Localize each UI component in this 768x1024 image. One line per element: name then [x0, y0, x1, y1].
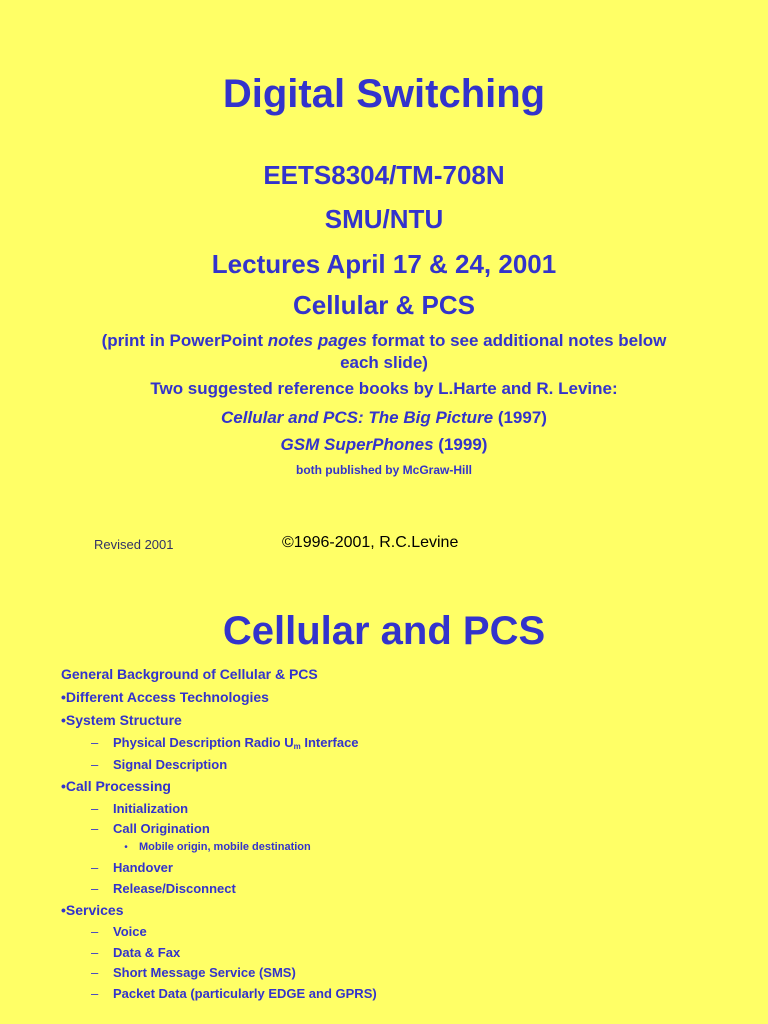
outline-subitem: – Handover	[91, 860, 173, 875]
print-note: (print in PowerPoint notes pages format to see additional notes below each slide)	[101, 331, 667, 372]
outline-subitem: – Voice	[91, 924, 147, 939]
lecture-dates: Lectures April 17 & 24, 2001	[211, 249, 557, 279]
outline-subitem: – Signal Description	[91, 757, 228, 772]
course-code: EETS8304/TM-708N	[263, 160, 505, 190]
outline-subsubitem: • Mobile origin, mobile destination	[124, 841, 311, 853]
outline-subitem: – Short Message Service (SMS)	[91, 965, 296, 980]
outline-subitem: – Release/Disconnect	[91, 881, 236, 896]
outline-item: •Different Access Technologies	[61, 689, 269, 705]
outline-subitem: – Initialization	[91, 801, 189, 816]
outline-item: General Background of Cellular & PCS	[61, 666, 318, 682]
reference-book-2: GSM SuperPhones (1999)	[280, 435, 488, 454]
slide-title: Digital Switching	[222, 72, 546, 116]
publisher-note: both published by McGraw-Hill	[295, 463, 472, 477]
reference-book-1: Cellular and PCS: The Big Picture (1997)	[221, 408, 547, 427]
revised-label: Revised 2001	[94, 537, 174, 552]
outline-item: •Services	[61, 902, 124, 918]
copyright: ©1996-2001, R.C.Levine	[282, 534, 459, 551]
slide-title: Cellular and PCS	[222, 609, 546, 653]
outline-slide	[0, 590, 768, 1024]
outline-subitem: – Packet Data (particularly EDGE and GPRS)	[91, 986, 377, 1001]
outline-item: •Call Processing	[61, 778, 171, 794]
outline-item: •System Structure	[61, 712, 182, 728]
outline-subitem: – Call Origination	[91, 821, 210, 836]
outline-subitem: – Data & Fax	[91, 945, 181, 960]
topic: Cellular & PCS	[292, 290, 476, 320]
outline-subitem: – Physical Description Radio $U_m$ Interface	[91, 735, 359, 751]
references-intro: Two suggested reference books by L.Harte and R. Levine:	[150, 379, 618, 398]
institution: SMU/NTU	[324, 204, 444, 234]
